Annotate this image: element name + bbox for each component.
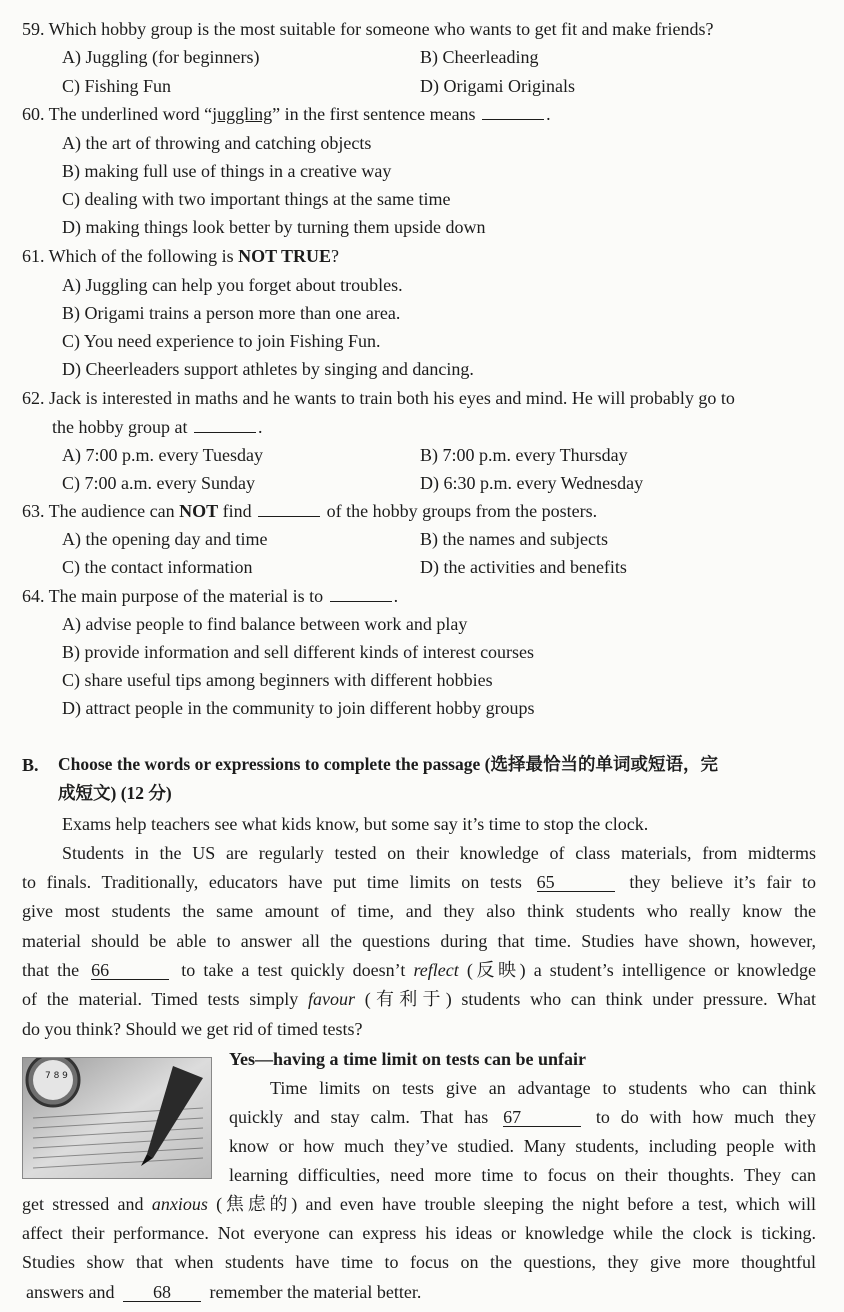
q61-option-d: D) Cheerleaders support athletes by singing and dancing. <box>62 359 474 379</box>
q63-stem-pre: 63. The audience can <box>22 501 180 521</box>
svg-text:7 8 9: 7 8 9 <box>45 1071 68 1081</box>
passage-p1-line1: Students in the US are regularly tested on their knowledge of class materials, from midterms <box>62 843 816 863</box>
p1-l5-pre: that the <box>22 960 80 980</box>
p1-l5-italic: reflect <box>413 960 459 980</box>
answer-blank <box>482 105 544 120</box>
p2-l2-pre: quickly and stay calm. That has <box>229 1107 489 1127</box>
q60-underlined-word: juggling <box>212 104 273 124</box>
passage-p2-line7: Studies show that when students have time to focus on the questions, they give more thoughtful <box>22 1252 816 1272</box>
q62-option-d: D) 6:30 p.m. every Wednesday <box>420 473 644 493</box>
p1-l5-post: (反映) a student’s intelligence or knowledge <box>466 960 817 980</box>
exam-clock-photo <box>22 1057 212 1179</box>
p1-l5-mid: to take a test quickly doesn’t <box>181 960 406 980</box>
q60-option-a: A) the art of throwing and catching objects <box>62 133 372 153</box>
q60-stem-pre: 60. The underlined word “ <box>22 104 213 124</box>
p2-l2-post: to do with how much they <box>595 1107 816 1127</box>
blank-65: 65 <box>537 873 615 892</box>
q60-option-b: B) making full use of things in a creative way <box>62 161 392 181</box>
passage-p1-line6 <box>22 990 816 1008</box>
passage-p2-line1: Time limits on tests give an advantage to students who can think <box>270 1078 816 1098</box>
q61-stem-pre: 61. Which of the following is <box>22 246 239 266</box>
passage-p1-line3: give most students the same amount of time, and they also think students who really know the <box>22 901 816 921</box>
q60-option-c: C) dealing with two important things at the same time <box>62 189 451 209</box>
q63-stem-mid: find <box>218 501 252 521</box>
q62-option-b: B) 7:00 p.m. every Thursday <box>420 445 628 465</box>
question-63-stem <box>22 502 597 520</box>
p1-l2-post: they believe it’s fair to <box>629 872 816 892</box>
q64-option-b: B) provide information and sell different kinds of interest courses <box>62 642 535 662</box>
q63-stem-post: of the hobby groups from the posters. <box>326 501 598 521</box>
q64-stem-pre: 64. The main purpose of the material is to <box>22 586 324 606</box>
passage-p2-line2 <box>229 1108 816 1127</box>
p2-l5-pre: get stressed and <box>22 1194 144 1214</box>
section-b-label: B. <box>22 755 39 775</box>
q60-stem-post: ” in the first sentence means <box>272 104 476 124</box>
q62-option-a: A) 7:00 p.m. every Tuesday <box>62 445 263 465</box>
p1-l6-italic: favour <box>307 989 355 1009</box>
passage-p1-line5 <box>22 961 816 980</box>
q59-option-a: A) Juggling (for beginners) <box>62 47 260 67</box>
question-62-stem: 62. Jack is interested in maths and he wants to train both his eyes and mind. He will probably go to <box>22 388 735 408</box>
q61-option-b: B) Origami trains a person more than one area. <box>62 303 401 323</box>
q61-stem-bold: NOT TRUE <box>238 246 332 266</box>
q64-option-d: D) attract people in the community to join different hobby groups <box>62 698 535 718</box>
answer-blank <box>194 418 256 433</box>
p1-l2-pre: to finals. Traditionally, educators have put time limits on tests <box>22 872 522 892</box>
blank-68: 68 <box>123 1283 201 1302</box>
answer-blank <box>258 502 320 517</box>
q59-option-b: B) Cheerleading <box>420 47 539 67</box>
question-59-stem: 59. Which hobby group is the most suitable for someone who wants to get fit and make friends? <box>22 19 714 39</box>
question-60-stem <box>22 105 551 123</box>
q59-option-c: C) Fishing Fun <box>62 76 172 96</box>
passage-p2-line4: learning difficulties, need more time to focus on their thoughts. They can <box>229 1165 816 1185</box>
p2-l8-pre: answers and <box>26 1282 115 1302</box>
passage-p1-line2 <box>22 873 816 892</box>
passage-p2-line8 <box>26 1283 421 1302</box>
p1-l6-post: (有利于) students who can think under pressure. What <box>364 989 816 1009</box>
q60-option-d: D) making things look better by turning them upside down <box>62 217 486 237</box>
q63-stem-bold: NOT <box>179 501 219 521</box>
answer-blank <box>330 587 392 602</box>
p2-l5-post: (焦虑的) and even have trouble sleeping the night before a test, which will <box>216 1194 817 1214</box>
clock-and-pen-image <box>23 1058 211 1178</box>
section-b-heading: Choose the words or expressions to complete the passage (选择最恰当的单词或短语，完 <box>58 754 718 774</box>
q64-option-a: A) advise people to find balance between work and play <box>62 614 468 634</box>
q61-option-c: C) You need experience to join Fishing Fun. <box>62 331 381 351</box>
q63-option-d: D) the activities and benefits <box>420 557 627 577</box>
q61-option-a: A) Juggling can help you forget about troubles. <box>62 275 403 295</box>
passage-p2-line6: affect their performance. Not everyone can express his ideas or knowledge while the clock is ticking. <box>22 1223 816 1243</box>
section-subheading: Yes—having a time limit on tests can be unfair <box>229 1049 586 1069</box>
passage-p2-line3: know or how much they’ve studied. Many students, including people with <box>229 1136 816 1156</box>
q59-option-d: D) Origami Originals <box>420 76 575 96</box>
passage-intro: Exams help teachers see what kids know, but some say it’s time to stop the clock. <box>62 814 649 834</box>
q61-stem-post: ? <box>331 246 340 266</box>
q63-option-c: C) the contact information <box>62 557 253 577</box>
q60-stem-end: . <box>546 104 551 124</box>
q64-stem-end: . <box>393 586 399 606</box>
blank-67: 67 <box>503 1108 581 1127</box>
q62-stem-end: . <box>257 417 263 437</box>
q62-option-c: C) 7:00 a.m. every Sunday <box>62 473 255 493</box>
question-64-stem <box>22 587 398 605</box>
section-b-heading-cont: 成短文) (12 分) <box>58 783 172 803</box>
q63-option-a: A) the opening day and time <box>62 529 268 549</box>
passage-p2-line5 <box>22 1195 816 1213</box>
question-62-stem-cont <box>52 418 262 436</box>
p1-l6-pre: of the material. Timed tests simply <box>22 989 299 1009</box>
p2-l5-italic: anxious <box>151 1194 208 1214</box>
q62-stem-pre: the hobby group at <box>52 417 188 437</box>
question-61-stem <box>22 247 339 265</box>
passage-p1-line4: material should be able to answer all the questions during that time. Studies have shown, however, <box>22 931 816 951</box>
p2-l8-post: remember the material better. <box>209 1282 422 1302</box>
blank-66: 66 <box>91 961 169 980</box>
q64-option-c: C) share useful tips among beginners with different hobbies <box>62 670 493 690</box>
passage-p1-line7: do you think? Should we get rid of timed tests? <box>22 1019 363 1039</box>
q63-option-b: B) the names and subjects <box>420 529 608 549</box>
